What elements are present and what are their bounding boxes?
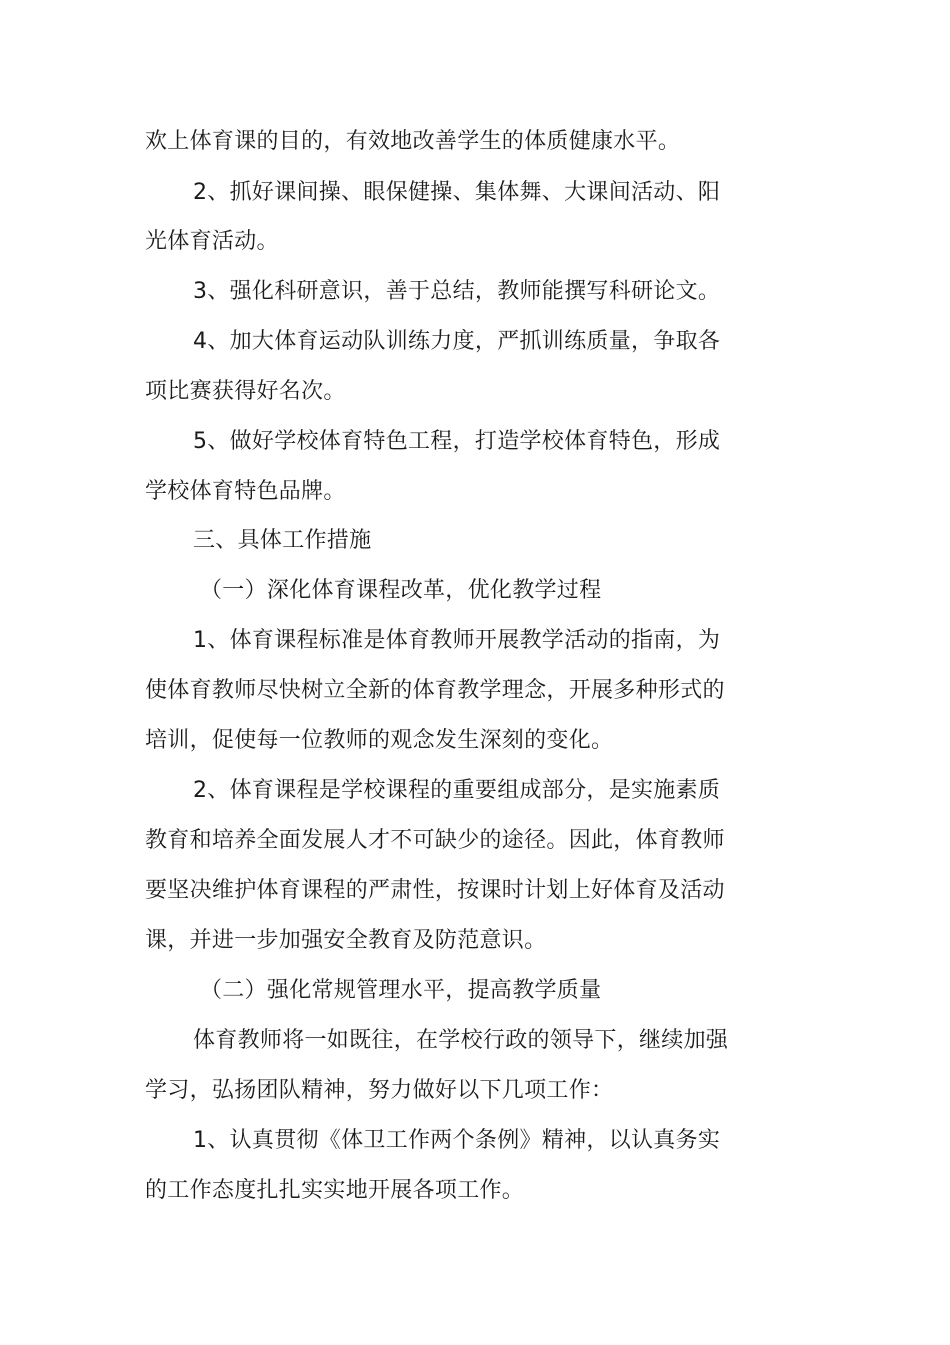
paragraph-line: 要坚决维护体育课程的严肃性，按课时计划上好体育及活动 [145, 878, 725, 903]
paragraph-line: 课，并进一步加强安全教育及防范意识。 [145, 928, 547, 953]
paragraph-line: 使体育教师尽快树立全新的体育教学理念，开展多种形式的 [145, 678, 725, 703]
paragraph-line: 1、体育课程标准是体育教师开展教学活动的指南，为 [193, 628, 721, 653]
paragraph-line: 1、认真贯彻《体卫工作两个条例》精神，以认真务实 [193, 1128, 721, 1153]
list-item-4-line: 4、加大体育运动队训练力度，严抓训练质量，争取各 [193, 329, 721, 354]
subsection-heading: （二）强化常规管理水平，提高教学质量 [200, 978, 602, 1003]
body-text-line: 项比赛获得好名次。 [145, 379, 346, 404]
paragraph-line: 学习，弘扬团队精神，努力做好以下几项工作： [145, 1078, 614, 1103]
body-text-line: 欢上体育课的目的，有效地改善学生的体质健康水平。 [145, 129, 681, 154]
paragraph-line: 体育教师将一如既往，在学校行政的领导下，继续加强 [193, 1028, 729, 1053]
body-text-line: 光体育活动。 [145, 229, 279, 254]
list-item-2-line: 2、抓好课间操、眼保健操、集体舞、大课间活动、阳 [193, 180, 721, 205]
subsection-heading: （一）深化体育课程改革，优化教学过程 [200, 578, 602, 603]
section-heading: 三、具体工作措施 [193, 528, 372, 553]
paragraph-line: 的工作态度扎扎实实地开展各项工作。 [145, 1178, 525, 1203]
paragraph-line: 培训，促使每一位教师的观念发生深刻的变化。 [145, 728, 614, 753]
paragraph-line: 2、体育课程是学校课程的重要组成部分，是实施素质 [193, 778, 721, 803]
list-item-3-line: 3、强化科研意识，善于总结，教师能撰写科研论文。 [193, 279, 721, 304]
body-text-line: 学校体育特色品牌。 [145, 479, 346, 504]
list-item-5-line: 5、做好学校体育特色工程，打造学校体育特色，形成 [193, 429, 721, 454]
paragraph-line: 教育和培养全面发展人才不可缺少的途径。因此，体育教师 [145, 828, 725, 853]
